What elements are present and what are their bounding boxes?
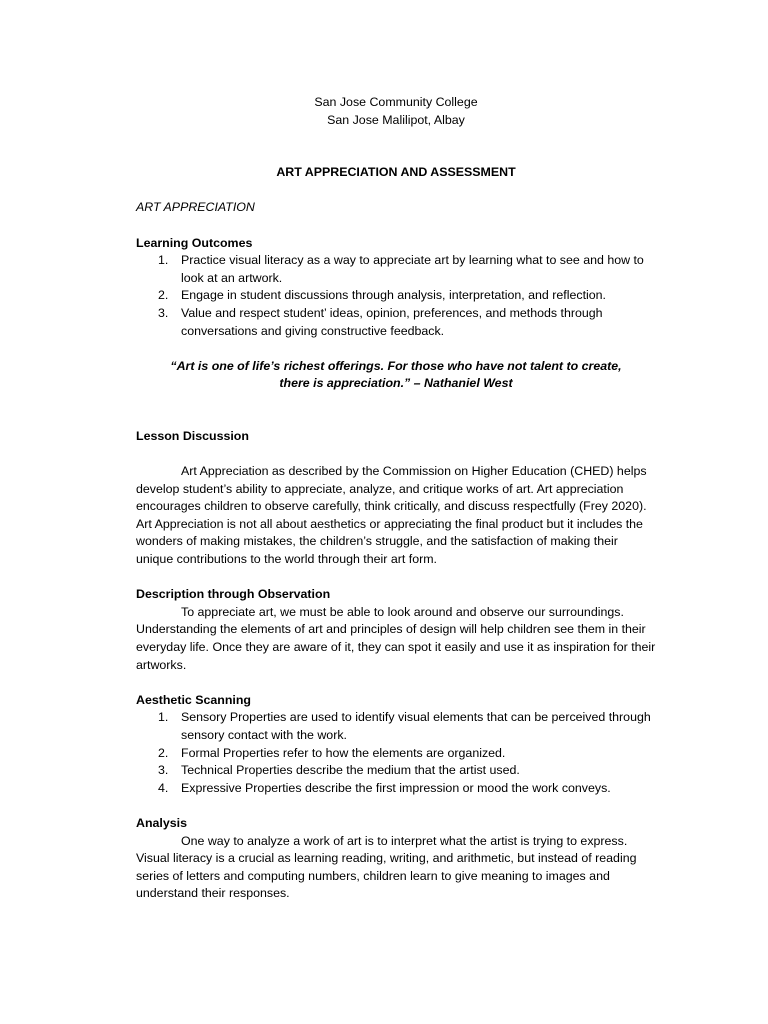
section-subtitle: ART APPRECIATION xyxy=(136,200,255,215)
list-item: 3. Technical Properties describe the medium that the artist used. xyxy=(158,763,520,778)
list-item: 2. Engage in student discussions through analysis, interpretation, and reflection. xyxy=(158,288,606,303)
quote: “Art is one of life’s richest offerings. For those who have not talent to create, there is appreciation.” – Nathaniel West xyxy=(170,358,622,391)
aesthetic-scanning-list xyxy=(136,709,656,797)
lesson-discussion-paragraph: Art Appreciation as described by the Commission on Higher Education (CHED) helps develop student’s ability to appreciate, analyze, and critique works of art. Art appreciation encourages children to observe carefully, think critically, and discuss respectfully (Frey 2020). Art Appreciation is not all about aesthetics or appreciating the final product but it includes the wonders of making mistakes, the children’s struggle, and the satisfaction of making their unique contributions to the world through their art form. xyxy=(136,464,647,567)
list-item: 4. Expressive Properties describe the first impression or mood the work conveys. xyxy=(158,780,611,795)
description-observation-heading: Description through Observation xyxy=(136,587,331,602)
list-item: 1. Sensory Properties are used to identify visual elements that can be perceived through sensory contact with the work. xyxy=(158,710,651,742)
learning-outcomes-heading: Learning Outcomes xyxy=(136,235,253,250)
document-title: ART APPRECIATION AND ASSESSMENT xyxy=(276,165,516,180)
document-content xyxy=(136,94,656,903)
list-item: 3. Value and respect student’ ideas, opinion, preferences, and methods through conversations and giving constructive feedback. xyxy=(158,305,603,338)
college-name: San Jose Community College xyxy=(314,95,478,109)
lesson-discussion-heading: Lesson Discussion xyxy=(136,428,249,443)
college-address: San Jose Malilipot, Albay xyxy=(327,112,465,127)
analysis-paragraph: One way to analyze a work of art is to interpret what the artist is trying to express. Visual literacy is a crucial as learning reading, writing, and arithmetic, but instead of reading series of letters and computing numbers, children learn to give meaning to images and understand their responses. xyxy=(136,833,637,901)
learning-outcomes-list xyxy=(136,252,656,340)
analysis-heading: Analysis xyxy=(136,815,187,830)
list-item: 1. Practice visual literacy as a way to appreciate art by learning what to see and how to look at an artwork. xyxy=(158,253,644,285)
list-item: 2. Formal Properties refer to how the elements are organized. xyxy=(158,745,506,760)
description-observation-paragraph: To appreciate art, we must be able to look around and observe our surroundings. Understanding the elements of art and principles of design will help children see them in their everyday life. Once they are aware of it, they can spot it easily and use it as inspiration for their artworks. xyxy=(136,604,656,672)
aesthetic-scanning-heading: Aesthetic Scanning xyxy=(136,692,251,707)
